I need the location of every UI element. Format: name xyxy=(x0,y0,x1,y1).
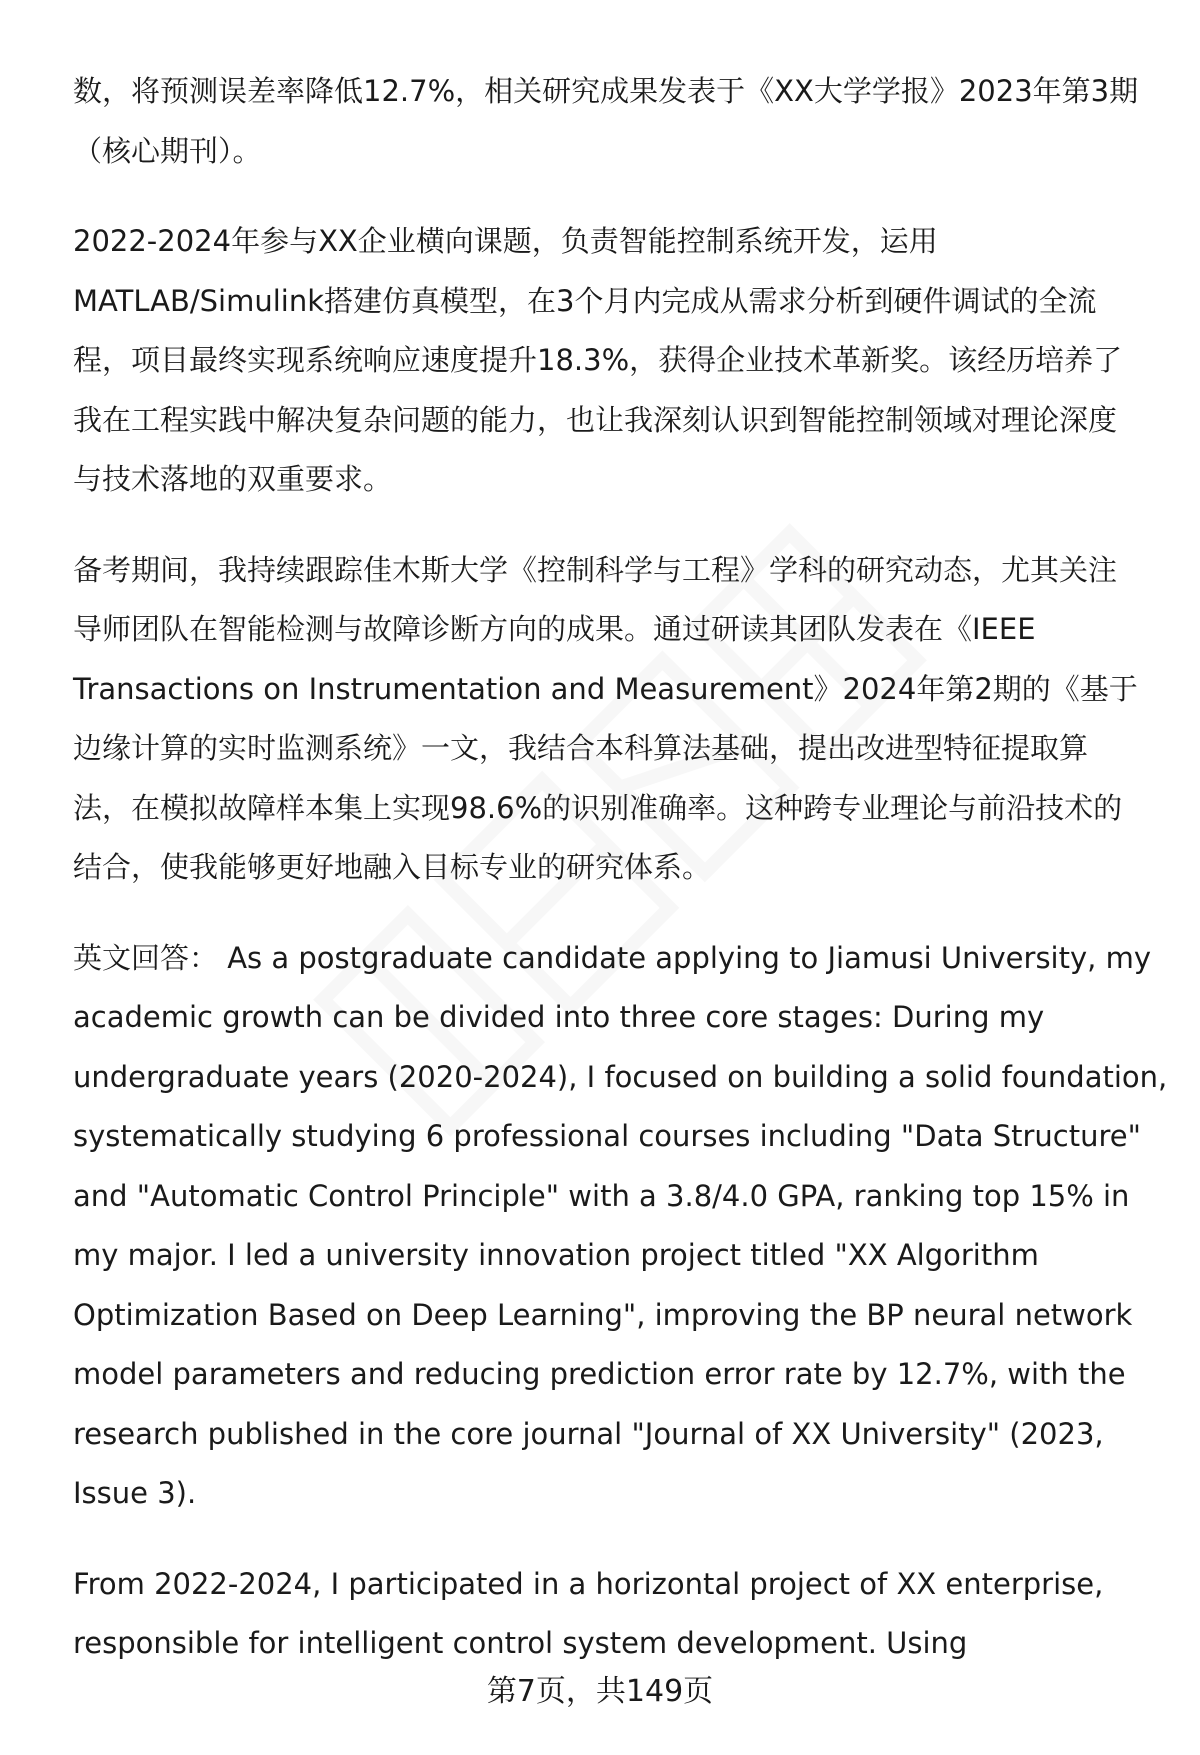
text-line: 程，项目最终实现系统响应速度提升18.3%，获得企业技术革新奖。该经历培养了 xyxy=(73,343,1123,377)
text-line: 我在工程实践中解决复杂问题的能力，也让我深刻认识到智能控制领域对理论深度 xyxy=(73,402,1118,437)
text-line: research published in the core journal "Journal of XX University" (2023, xyxy=(73,1416,1104,1451)
text-line: undergraduate years (2020-2024), I focused on building a solid foundation, xyxy=(73,1059,1168,1094)
text-line: academic growth can be divided into three core stages: During my xyxy=(73,1000,1045,1034)
text-line: 备考期间，我持续跟踪佳木斯大学《控制科学与工程》学科的研究动态，尤其关注 xyxy=(73,552,1118,587)
paragraph-5 xyxy=(73,1555,1153,1674)
text-line: Transactions on Instrumentation and Measurement》2024年第2期的《基于 xyxy=(73,671,1138,706)
text-line: 导师团队在智能检测与故障诊断方向的成果。通过研读其团队发表在《IEEE xyxy=(73,612,1036,646)
paragraph-2 xyxy=(73,212,1153,510)
text-line: responsible for intelligent control system development. Using xyxy=(73,1626,968,1660)
paragraph-4-english-answer xyxy=(73,929,1168,1524)
text-line: 英文回答： As a postgraduate candidate applying to Jiamusi University, my xyxy=(73,940,1151,975)
text-line: 边缘计算的实时监测系统》一文，我结合本科算法基础，提出改进型特征提取算 xyxy=(73,731,1089,765)
page-number-footer: 第7页，共149页 xyxy=(486,1674,714,1709)
text-line: 数，将预测误差率降低12.7%，相关研究成果发表于《XX大学学报》2023年第3期 xyxy=(73,74,1139,108)
text-line: model parameters and reducing prediction error rate by 12.7%, with the xyxy=(73,1357,1126,1391)
text-line: Issue 3). xyxy=(73,1476,197,1510)
text-line: 与技术落地的双重要求。 xyxy=(73,462,393,496)
text-line: MATLAB/Simulink搭建仿真模型，在3个月内完成从需求分析到硬件调试的全流 xyxy=(73,283,1097,318)
text-line: From 2022-2024, I participated in a horizontal project of XX enterprise, xyxy=(73,1566,1104,1601)
text-line: （核心期刊）。 xyxy=(73,133,262,168)
paragraph-3 xyxy=(73,541,1153,898)
document-body xyxy=(73,62,1168,1705)
text-line: 结合，使我能够更好地融入目标专业的研究体系。 xyxy=(73,850,712,884)
text-line: 2022-2024年参与XX企业横向课题，负责智能控制系统开发，运用 xyxy=(73,224,938,258)
text-line: systematically studying 6 professional courses including "Data Structure" xyxy=(73,1119,1141,1153)
text-line: Optimization Based on Deep Learning", improving the BP neural network xyxy=(73,1297,1133,1332)
text-line: and "Automatic Control Principle" with a 3.8/4.0 GPA, ranking top 15% in xyxy=(73,1178,1130,1213)
paragraph-1 xyxy=(73,62,1153,181)
text-line: 法，在模拟故障样本集上实现98.6%的识别准确率。这种跨专业理论与前沿技术的 xyxy=(73,790,1123,825)
text-line: my major. I led a university innovation project titled "XX Algorithm xyxy=(73,1238,1039,1272)
